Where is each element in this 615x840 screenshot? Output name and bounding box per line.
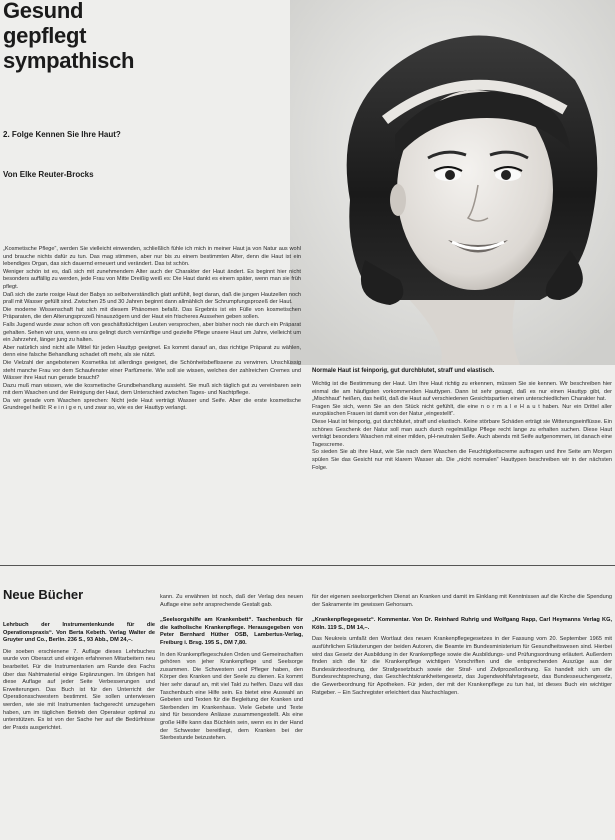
article-body-left	[3, 246, 301, 564]
paragraph: Daß sich die zarte rosige Haut der Babys so selbstverständlich glatt anfühlt, liegt daran, daß die jungen Hautzellen noch prall mit Wasser gefüllt sind. Zwischen 25 und 30 Jahren beginnt dann allmählich der Schrumpfungsprozeß der Haut.	[3, 291, 301, 306]
book-review: kann. Zu erwähnen ist noch, daß der Verlag des neuen Auflage eine sehr ansprechende Gestalt gab.	[160, 594, 303, 608]
paragraph: Wichtig ist die Bestimmung der Haut. Um Ihre Haut richtig zu erkennen, müssen Sie sie kennen. Wir beschreiben hier einmal die am häufigsten vorkommenden Hauttypen. Dann ist sehr gesagt, daß es nur einen Hauttyp gibt, der „Mischhaut“ heißen, das heißt, daß die Haut auf verschiedenen Gesichtspartien einen unterschiedlichen Charakter hat.	[312, 381, 612, 403]
paragraph: Da wir gerade vom Waschen sprechen: Nicht jede Haut verträgt Wasser und Seife. Aber die erste kosmetische Grundregel heißt: R e i n i g e n, und zwar so, wie es der Hauttyp verlangt.	[3, 397, 301, 412]
paragraph: Aber natürlich sind nicht alle Mittel für jeden Hauttyp geeignet. Es kommt darauf an, das richtige Präparat zu wählen, denn eine falsche Behandlung schadet oft mehr, als sie nützt.	[3, 344, 301, 359]
portrait-photo	[290, 0, 615, 365]
book-review: für der eigenen seelsorgerlichen Dienst an Kranken und damit im Einklang mit Kenntnissen auf die Kirche die Spendung der Sakramente im gewissen Gehorsam.	[312, 594, 612, 608]
article-body-right	[312, 381, 612, 501]
books-column-3	[312, 594, 612, 836]
paragraph: Falls Jugend wurde zwar schon oft von geschäftstüchtigen Leuten versprochen, aber bisher noch nie durch ein Präparat gehalten. Sehen wir uns, wenn es uns gelingt durch vernünftige und gezielte Pflege unsere Haut um Jahre, vielleicht um ein Jahrzehnt, länger jung zu halten.	[3, 321, 301, 344]
paragraph: Die Vielzahl der angebotenen Kosmetika ist allerdings geeignet, die Schönheitsbeflissene zu verwirren. Unschlüssig steht manche Frau vor dem Schaufenster einer Parfümerie. Wie soll sie wissen, welches der zahlreichen Cremes und Wässer ihre Haut nun gerade braucht?	[3, 359, 301, 382]
book-heading: Lehrbuch der Instrumentenkunde für die Operationspraxis“. Von Berta Kebeth. Verlag Walter de Gruyter und Co., Berlin. 236 S., 93 Abb., DM 24,–.	[3, 622, 155, 644]
title-line-1: Gesund	[3, 0, 84, 23]
photo-caption: Normale Haut ist feinporig, gut durchblutet, straff und elastisch.	[312, 368, 495, 374]
book-review: In den Krankenpflegeschulen Orden und Gemeinschaften gehören von jeher Krankenpflege und Seelsorge zusammen. Die Schwestern und Pfleger haben, den Körper des Kranken und der Seele zu dienen. Es kommt hier sehr darauf an, mit viel Takt zu helfen. Dazu will das Taschenbuch eine Hilfe sein. Es bietet eine Auswahl an Gebeten und Texten für die Begleitung der Kranken und Sterbenden im Krankenhaus. Viele Gebete und Texte sind für besondere Anlässe zusammengestellt. Als eine große Hilfe kann das Büchlein sein, wenn es in der Hand der Schwester bereitliegt, dem Kranken bei der Sterbestunde beizustehen.	[160, 651, 303, 742]
title-line-3: sympathisch	[3, 48, 135, 73]
section-divider	[0, 565, 615, 566]
paragraph: Fragen Sie sich, wenn Sie an den Stück nicht gefühlt, die eine n o r m a l e H a u t haben. Nur ein Drittel aller europäischen Frauen ist damit von der Natur „eingestellt“.	[312, 403, 612, 418]
article-subtitle: 2. Folge Kennen Sie Ihre Haut?	[3, 130, 121, 139]
paragraph: Die moderne Wissenschaft hat sich mit diesem Phänomen befaßt. Das Ergebnis ist ein Fülle von kosmetischen Präparaten, die den Alterungsprozeß hinauszögern und der Haut ein frischeres Aussehen geben sollen.	[3, 306, 301, 321]
paragraph: Weniger schön ist es, daß sich mit zunehmendem Alter auch der Charakter der Haut ändert. Es beginnt hier nicht besonders auffällig zu werden, jede Frau von Mitte Dreißig weiß es: Die Haut dankt es einem später, wenn man sie früh pflegt.	[3, 268, 301, 290]
paragraph: Diese Haut ist feinporig, gut durchblutet, straff und elastisch. Keine störbare Schäden erträgt sie Witterungseinflüsse. Ein schönes Geschenk der Natur soll man auch durch regelmäßige Pflege recht lange zu erhalten suchen. Diese Haut verträgt besonders Waschen mit einer milden, pH-neutralen Seife. Auch abends mit Seife aufgenommen, ist danach eine Tagescreme.	[312, 418, 612, 448]
article-author: Von Elke Reuter-Brocks	[3, 170, 94, 179]
books-column-2	[160, 594, 303, 836]
title-line-2: gepflegt	[3, 23, 87, 48]
book-heading: „Seelsorgshilfe am Krankenbett“. Taschenbuch für die katholische Krankenpflege. Herausgegeben von Peter Bernhard Hüther OSB, Lambertus-Verlag, Freiburg i. Brsg. 195 S., DM 7,80.	[160, 617, 303, 646]
paragraph: Dazu muß man wissen, wie die kosmetische Grundbehandlung aussieht. Sie muß sich täglich gut zu vereinbaren sein mit dem Waschen und der Reinigung der Haut, dem Unterschied zwischen Tages- und Nachtpflege.	[3, 382, 301, 397]
book-review: Das Neukreis umfaßt den Wortlaut des neuen Krankenpflegegesetzes in der Fassung vom 20. September 1965 mit ausführlichen Erläuterungen der beiden Autoren, die Beamte im Bundesministerium für Gesundheitswesen sind. Hierbei wird das Gesetz der Ausbildung in der Krankenpflege sowie die Ausbildungs- und Prüfungsordnung erläutert. Außerdem finden sich die für die Krankenpflege wichtigen Vorschriften und die entsprechenden Auszüge aus der Bundesärzteordnung, der Strafgesetzbuch sowie der Straf- und Zivilprozeßordnung. Es handelt sich um die Bundesrechtsprechung, das Geschlechtskrankheitengesetz, das Jugendwohlfahrtsgesetz, das Bundesseuchengesetz, die Gewerbeordnung für Apotheken. Für jeden, der mit der Krankenpflege zu tun hat, ist dieses Buch ein wichtiger Ratgeber. – Ein Sachregister erleichtert das Nachschlagen.	[312, 636, 612, 696]
book-review: Die soeben erschienene 7. Auflage dieses Lehrbuches wurde von Oberarzt und einigen erfahrenen Mitarbeitern neu bearbeitet. Für die Instrumentarien am Rande des Fachs über das Nahtmaterial einige Ergänzungen. Im übrigen hat diese Auflage auf jeder Seite Verbesserungen und Erweiterungen. Das Buch ist für den Unterricht der Operationsschwestern bestimmt. Sie sollen unterwiesen werden, wie sie mit Instrumenten fachgerecht umzugehen haben, um im täglichen Betrieb den Operateur optimal zu unterstützen. Es ist von der Sache her auf die Bedürfnisse der Praxis ausgerichtet.	[3, 648, 155, 731]
paragraph: „Kosmetische Pflege“, werden Sie vielleicht einwenden, schließlich fühle ich mich in meiner Haut ja von Natur aus wohl und brauche nichts dafür zu tun. Das mag stimmen, aber nur bis zu einem bestimmten Alter, denn die Haut ist ein lebendiges Organ, das sich dauernd erneuert und verändert. Das ist schön.	[3, 246, 301, 268]
books-column-1	[3, 622, 155, 836]
book-heading: „Krankenpflegegesetz“. Kommentar. Von Dr. Reinhard Ruhrig und Wolfgang Rapp, Carl Heymanns Verlag KG, Köln. 119 S., DM 14,–.	[312, 617, 612, 631]
article-title	[3, 0, 283, 73]
paragraph: So sieden Sie ab ihre Haut, wie Sie nach dem Waschen die Feuchtigkeitscreme auftragen und ihre Seite am Morgen spülen Sie das Gesicht nur mit klarem Wasser ab. Die „nicht normalen“ Hauttypen beschreiben wir in der nächsten Folge.	[312, 449, 612, 471]
section-title: Neue Bücher	[3, 587, 84, 602]
